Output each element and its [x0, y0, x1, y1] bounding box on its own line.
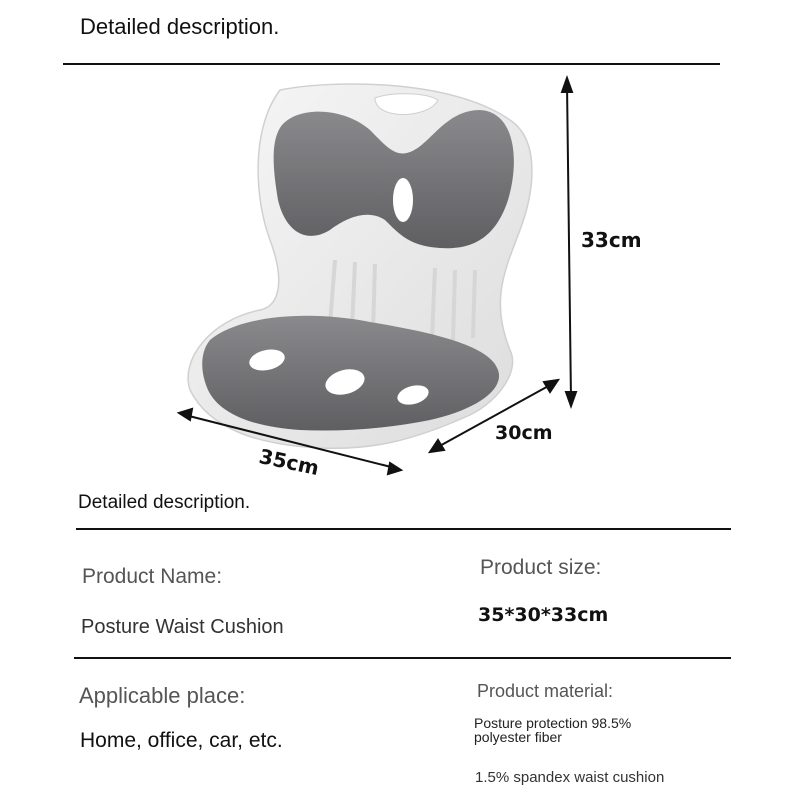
height-dimension: 33cm [581, 228, 642, 252]
product-name-label: Product Name: [82, 565, 223, 588]
height-arrow [567, 84, 571, 400]
width-dimension: 35cm [257, 444, 322, 481]
product-name-value: Posture Waist Cushion [81, 616, 284, 638]
product-size-value: 35*30*33cm [478, 604, 609, 626]
divider [74, 657, 731, 659]
back-pad-hole [393, 178, 413, 222]
applicable-place-value: Home, office, car, etc. [80, 729, 283, 752]
divider [76, 528, 731, 530]
product-size-label: Product size: [480, 556, 602, 579]
product-image [170, 70, 600, 480]
product-material-value-2: 1.5% spandex waist cushion [475, 769, 665, 786]
applicable-place-label: Applicable place: [79, 683, 246, 708]
depth-dimension: 30cm [495, 422, 553, 444]
product-material-label: Product material: [477, 681, 614, 701]
page-title: Detailed description. [80, 14, 280, 39]
product-material-value-1: Posture protection 98.5% polyester fiber [474, 715, 632, 745]
section-title: Detailed description. [78, 492, 251, 513]
divider [63, 63, 720, 65]
